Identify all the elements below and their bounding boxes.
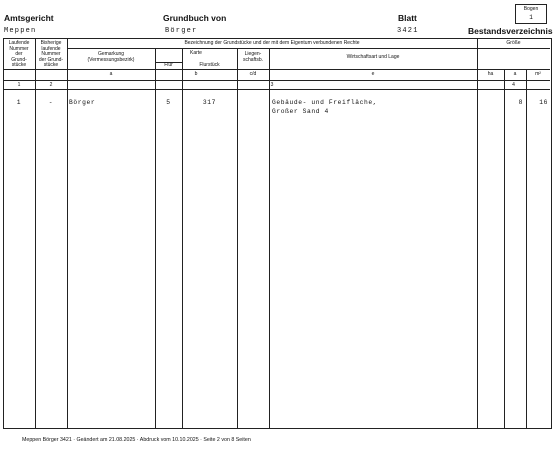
col-divider — [504, 69, 505, 428]
header-line: Bisherige — [40, 40, 62, 46]
header-groesse: Größe — [506, 40, 521, 46]
cell-wirtschaftsart-line1: Gebäude- und Freifläche, — [272, 99, 378, 106]
court-value: Meppen — [4, 27, 37, 35]
header-karte: Karte — [190, 50, 202, 56]
cell-flur: 5 — [166, 99, 171, 106]
row-divider — [3, 69, 550, 70]
cell-flurstueck: 317 — [202, 99, 217, 106]
section-title: Bestandsverzeichnis — [468, 26, 553, 36]
col-divider — [35, 38, 36, 428]
header-line: (Vermessungsbezirk) — [87, 56, 135, 63]
header-bezeichnung: Bezeichnung der Grundstücke und der mit dem Eigentum verbundenen Rechte — [184, 40, 360, 46]
header-line: Nummer — [9, 45, 29, 52]
header-flurstueck: Flurstück — [199, 62, 220, 68]
page-label: Bogen — [523, 6, 539, 12]
page-number-box — [515, 4, 547, 24]
header-bisherige-nr — [35, 41, 67, 69]
col-index-1: 1 — [17, 82, 21, 88]
unit-a: a — [513, 71, 517, 77]
inventory-table — [3, 38, 552, 429]
header-line: schaftsb. — [242, 56, 263, 63]
cell-bisherige-nr: - — [48, 99, 54, 106]
footer-text: Meppen Börger 3421 · Geändert am 21.08.2025 · Abdruck vom 10.10.2025 · Seite 2 von 8 Seiten — [22, 437, 251, 443]
header-line: der — [15, 51, 23, 58]
sub-letter-cd: c/d — [249, 71, 257, 77]
header-line: Gemarkung — [97, 51, 125, 57]
row-divider — [3, 89, 550, 90]
register-value: Börger — [165, 27, 198, 35]
sub-letter-e: e — [371, 71, 375, 77]
header-line: stücke — [43, 62, 59, 69]
header-line: laufende — [41, 45, 61, 52]
cell-wirtschaftsart-line2: Großer Sand 4 — [272, 108, 329, 115]
cell-lfd-nr: 1 — [16, 99, 22, 106]
col-divider — [269, 48, 270, 428]
header-line: Nummer — [41, 51, 61, 58]
unit-m2: m² — [535, 71, 541, 77]
cell-gemarkung: Börger — [69, 99, 96, 106]
col-divider — [237, 48, 238, 428]
header-line: stücke — [11, 62, 27, 69]
col-divider — [477, 38, 478, 428]
row-divider — [67, 48, 550, 49]
header-flur: Flur — [164, 62, 173, 68]
court-label: Amtsgericht — [4, 13, 54, 23]
cell-a: 8 — [518, 99, 523, 106]
header-liegenschaftsbuch — [237, 52, 269, 63]
header-gemarkung — [67, 52, 155, 63]
unit-ha: ha — [487, 71, 494, 77]
sheet-label: Blatt — [398, 13, 417, 23]
page-value: 1 — [529, 14, 533, 21]
header-line: Grund- — [11, 56, 27, 63]
cell-m2: 16 — [539, 99, 548, 106]
header-lfd-nr — [3, 41, 35, 69]
header-line: der Grund- — [38, 56, 64, 63]
col-index-2: 2 — [49, 82, 53, 88]
header-wirtschaftsart: Wirtschaftsart und Lage — [346, 54, 400, 60]
col-divider — [526, 69, 527, 428]
sheet-value: 3421 — [397, 27, 419, 35]
sub-letter-a: a — [109, 71, 113, 77]
col-index-4: 4 — [512, 82, 515, 88]
header-line: Liegen- — [244, 51, 262, 57]
col-divider — [67, 38, 68, 428]
register-label: Grundbuch von — [163, 13, 227, 23]
sub-letter-b: b — [194, 71, 198, 77]
row-divider — [3, 80, 550, 81]
col-index-3: 3 — [270, 82, 274, 88]
header-line: Laufende — [8, 40, 30, 46]
